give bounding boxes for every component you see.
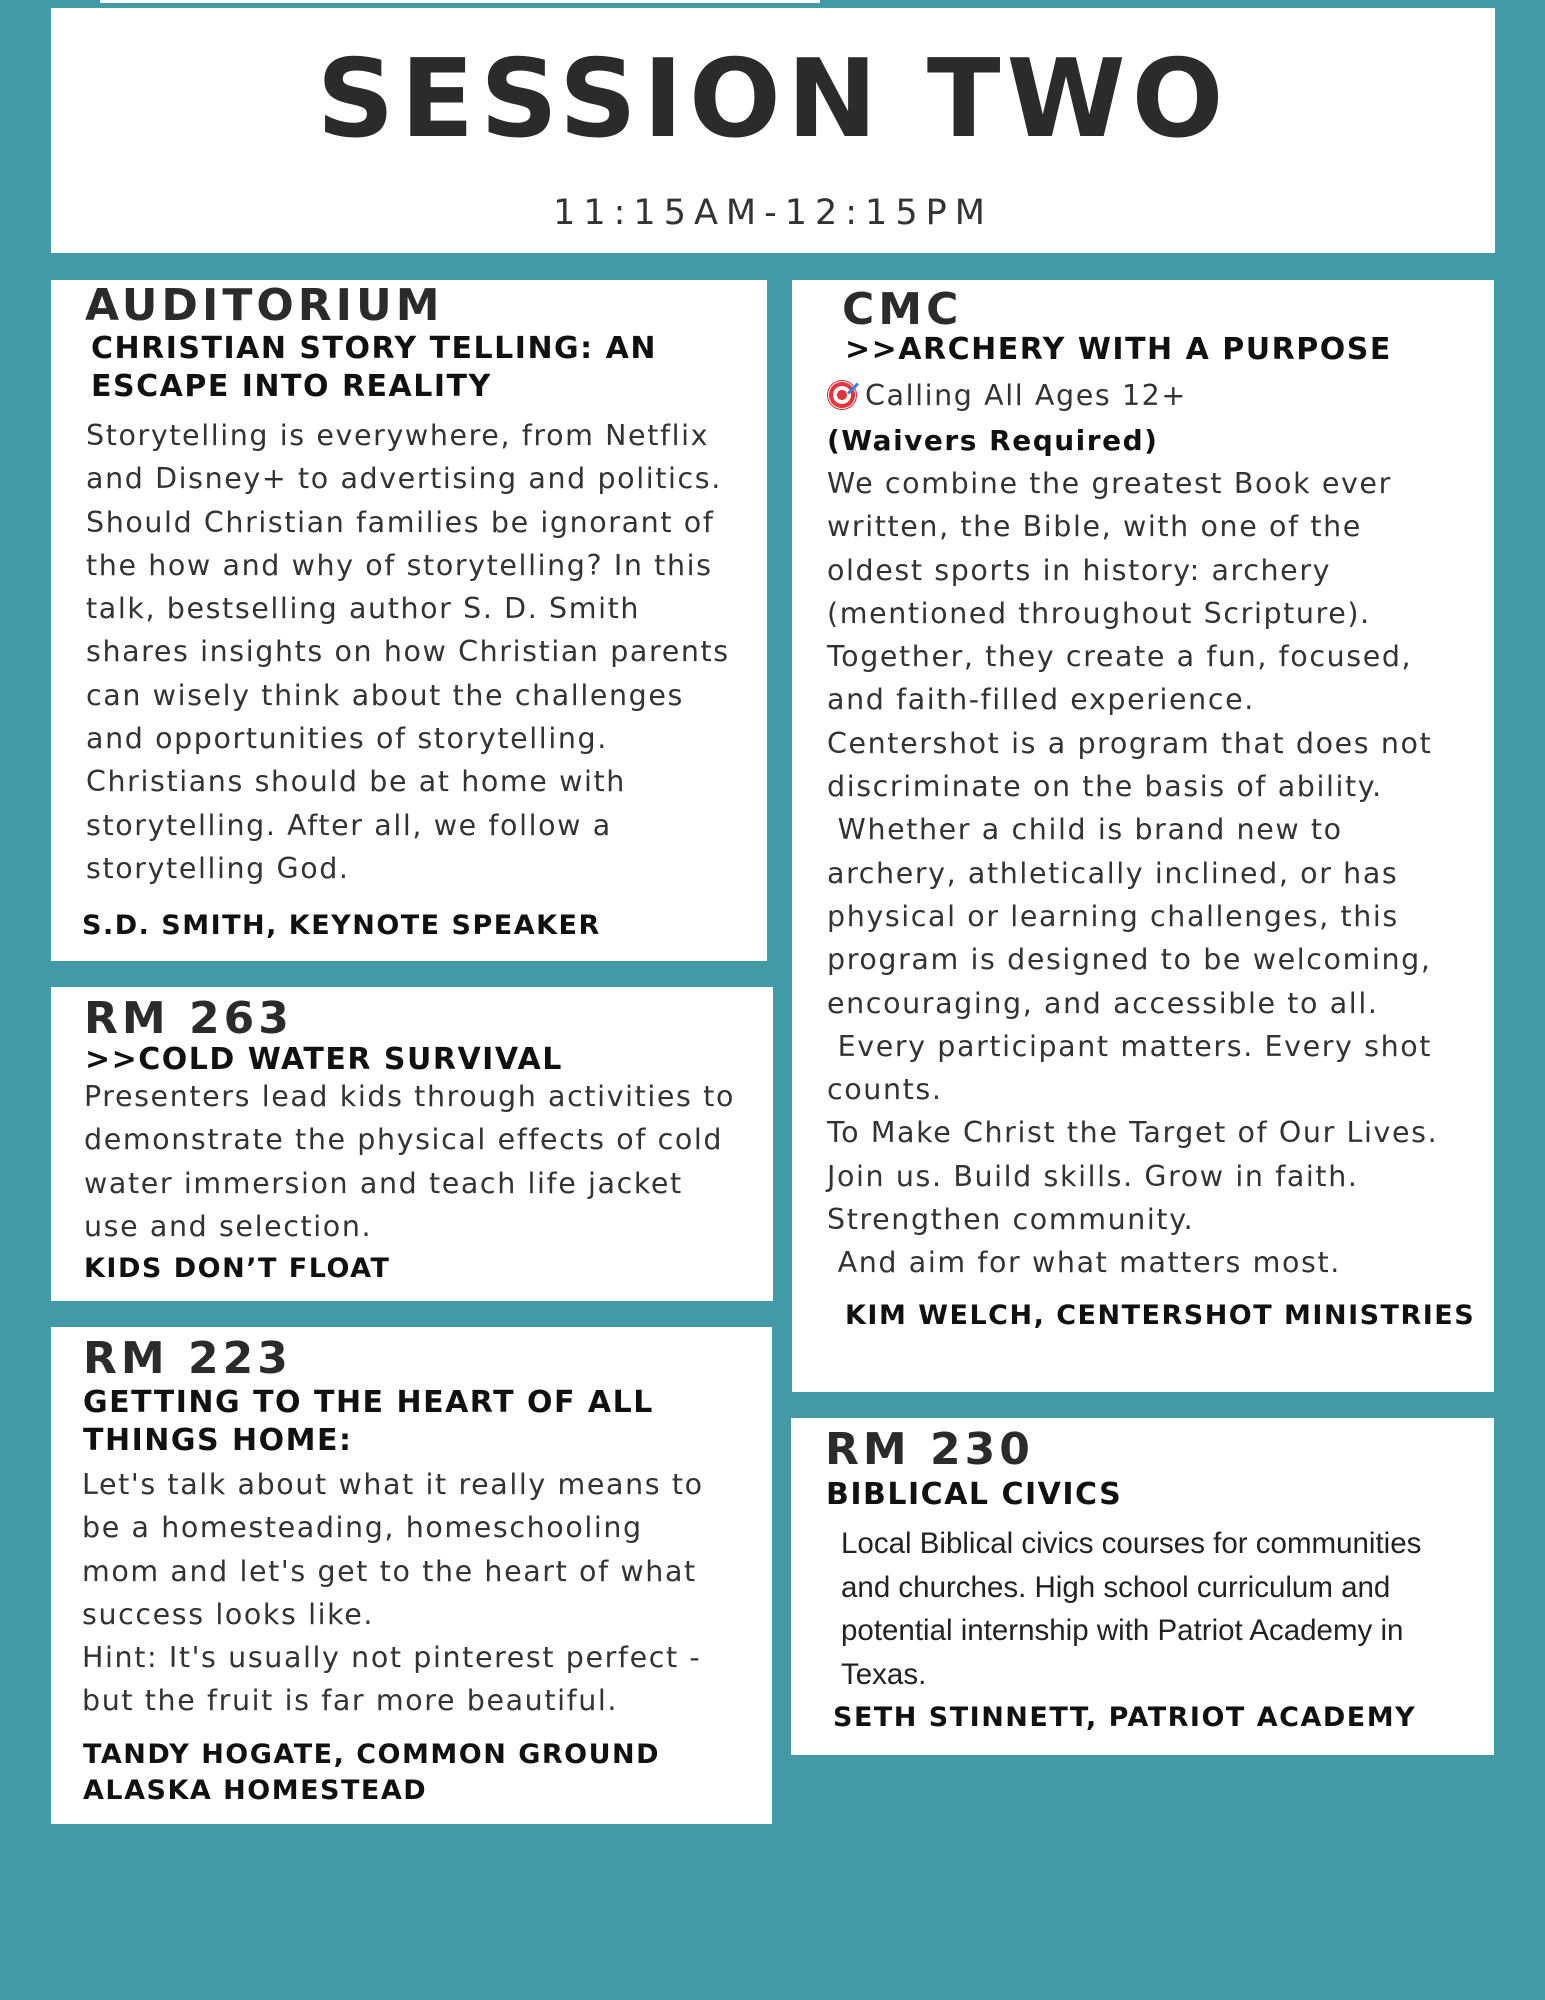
description-line: Local Biblical civics courses for communities — [841, 1527, 1422, 1560]
description-line: be a homesteading, homeschooling — [82, 1511, 643, 1545]
speaker-line: TANDY HOGATE, COMMON GROUND — [83, 1739, 661, 1770]
talk-title — [91, 330, 751, 406]
talk-title: >>ARCHERY WITH A PURPOSE — [845, 332, 1392, 367]
description-line: potential internship with Patriot Academy in — [841, 1614, 1404, 1647]
description-line: encouraging, and accessible to all. — [827, 986, 1379, 1020]
top-divider-line — [100, 0, 820, 3]
ages-text: Calling All Ages 12+ — [865, 379, 1187, 412]
session-header — [51, 8, 1495, 253]
age-requirement — [827, 374, 1187, 417]
description-line: Texas. — [841, 1657, 927, 1691]
description-line: but the fruit is far more beautiful. — [82, 1684, 619, 1718]
description-line: success looks like. — [82, 1597, 375, 1631]
session-time: 11:15AM-12:15PM — [553, 193, 993, 233]
talk-description — [841, 1522, 1421, 1696]
description-line: Storytelling is everywhere, from Netflix — [86, 419, 710, 452]
talk-title-line: THINGS HOME: — [83, 1423, 353, 1458]
description-line: Should Christian families be ignorant of — [86, 505, 715, 539]
rm230-card — [791, 1418, 1494, 1755]
speaker-name — [83, 1737, 660, 1809]
description-line: Together, they create a fun, focused, — [827, 640, 1413, 674]
description-line: And aim for what matters most. — [827, 1246, 1341, 1280]
description-line: Join us. Build skills. Grow in faith. — [827, 1159, 1359, 1193]
room-name: CMC — [842, 284, 963, 335]
description-line: demonstrate the physical effects of cold — [84, 1123, 724, 1157]
talk-description — [86, 414, 730, 890]
session-title: SESSION TWO — [316, 37, 1230, 162]
description-line: Whether a child is brand new to — [827, 813, 1343, 847]
rm263-card — [51, 987, 773, 1301]
talk-description — [827, 462, 1438, 1285]
talk-title: >>COLD WATER SURVIVAL — [85, 1042, 563, 1077]
description-line: Presenters lead kids through activities to — [84, 1080, 735, 1113]
talk-title — [83, 1384, 763, 1460]
description-line: Centershot is a program that does not — [827, 726, 1433, 760]
description-line: water immersion and teach life jacket — [84, 1166, 683, 1200]
cmc-card — [792, 280, 1494, 1392]
description-line: and churches. High school curriculum and — [841, 1570, 1391, 1604]
speaker-line: ALASKA HOMESTEAD — [83, 1775, 428, 1806]
description-line: talk, bestselling author S. D. Smith — [86, 592, 641, 626]
talk-title-line: CHRISTIAN STORY TELLING: AN — [91, 331, 657, 366]
description-line: archery, athletically inclined, or has — [827, 856, 1399, 890]
rm223-card — [51, 1327, 772, 1824]
auditorium-card — [51, 280, 767, 961]
description-line: To Make Christ the Target of Our Lives. — [827, 1116, 1439, 1150]
talk-title-line: ESCAPE INTO REALITY — [91, 369, 492, 404]
description-line: use and selection. — [84, 1209, 373, 1243]
description-line: program is designed to be welcoming, — [827, 943, 1432, 977]
speaker-name: S.D. SMITH, KEYNOTE SPEAKER — [82, 910, 601, 941]
talk-title: BIBLICAL CIVICS — [826, 1477, 1123, 1512]
description-line: discriminate on the basis of ability. — [827, 770, 1383, 804]
speaker-name: KIM WELCH, CENTERSHOT MINISTRIES — [845, 1300, 1476, 1331]
description-line: (mentioned throughout Scripture). — [827, 596, 1371, 630]
talk-title-line: GETTING TO THE HEART OF ALL — [83, 1385, 654, 1420]
description-line: and opportunities of storytelling. — [86, 722, 608, 756]
description-line: storytelling. After all, we follow a — [86, 808, 612, 842]
description-line: Christians should be at home with — [86, 765, 626, 799]
talk-description — [84, 1075, 735, 1248]
description-line: Hint: It's usually not pinterest perfect - — [82, 1641, 702, 1675]
description-line: storytelling God. — [86, 851, 350, 885]
description-line: and Disney+ to advertising and politics. — [86, 462, 722, 496]
room-name: RM 263 — [84, 993, 293, 1044]
waivers-note: (Waivers Required) — [827, 424, 1159, 457]
room-name: RM 223 — [83, 1333, 292, 1384]
description-line: Let's talk about what it really means to — [82, 1468, 704, 1501]
target-icon — [827, 380, 857, 410]
description-line: oldest sports in history: archery — [827, 553, 1332, 587]
speaker-name: KIDS DON’T FLOAT — [84, 1253, 391, 1284]
description-line: Every participant matters. Every shot — [827, 1029, 1433, 1063]
description-line: Strengthen community. — [827, 1203, 1195, 1237]
description-line: written, the Bible, with one of the — [827, 510, 1362, 544]
description-line: can wisely think about the challenges — [86, 678, 684, 712]
speaker-name: SETH STINNETT, PATRIOT ACADEMY — [833, 1702, 1417, 1733]
talk-description — [82, 1463, 704, 1723]
description-line: counts. — [827, 1073, 943, 1107]
description-line: physical or learning challenges, this — [827, 899, 1399, 933]
description-line: mom and let's get to the heart of what — [82, 1554, 697, 1588]
room-name: AUDITORIUM — [85, 280, 444, 331]
description-line: We combine the greatest Book ever — [827, 467, 1392, 500]
description-line: the how and why of storytelling? In this — [86, 548, 713, 582]
description-line: shares insights on how Christian parents — [86, 635, 730, 669]
description-line: and faith-filled experience. — [827, 683, 1255, 717]
room-name: RM 230 — [825, 1424, 1034, 1475]
